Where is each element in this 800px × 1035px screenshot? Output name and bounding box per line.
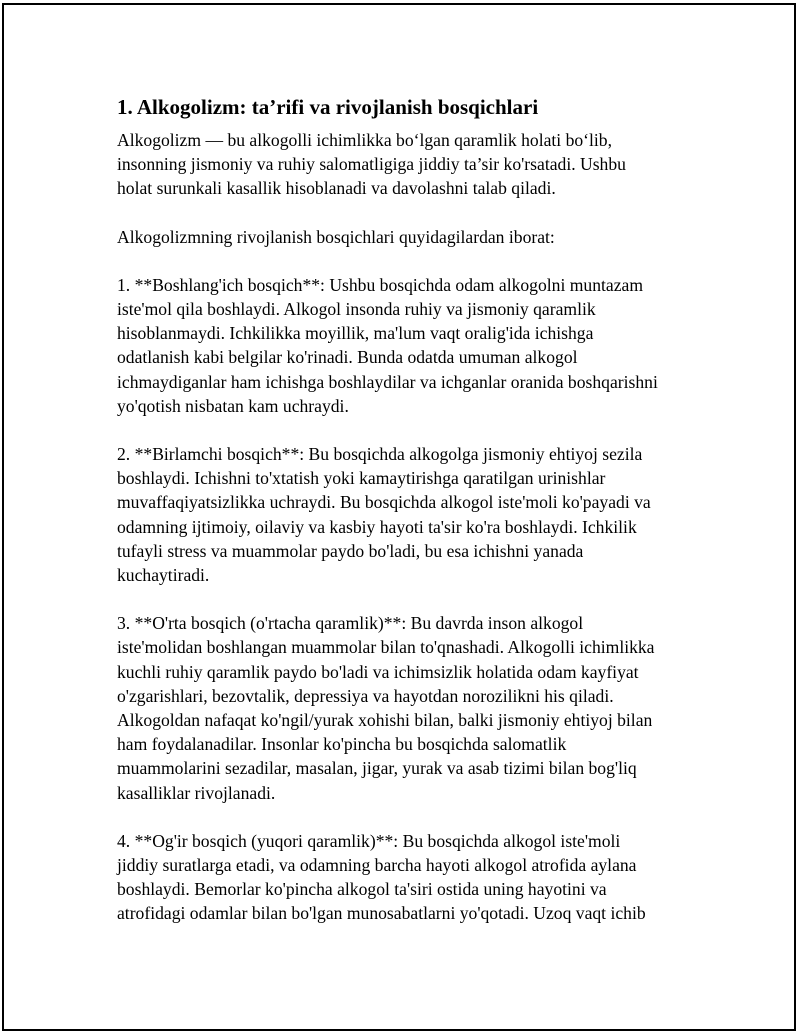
paragraph-intro (117, 128, 717, 201)
text-line: kuchli ruhiy qaramlik paydo bo'ladi va ichimsizlik holatida odam kayfiyat (117, 661, 639, 682)
text-line: Alkogolizm — bu alkogolli ichimlikka bo‘lgan qaramlik holati bo‘lib, (117, 130, 612, 150)
paragraph-stage-1 (117, 273, 717, 418)
text-line: odatlanish kabi belgilar ko'rinadi. Bunda odatda umuman alkogol (117, 347, 578, 368)
paragraph-stages-intro (117, 225, 717, 249)
text-line: ichmaydiganlar ham ichishga boshlaydilar va ichganlar oranida boshqarishni (117, 371, 658, 392)
paragraph-stage-3 (117, 611, 717, 805)
text-line: 1. **Boshlang'ich bosqich**: Ushbu bosqichda odam alkogolni muntazam (117, 274, 644, 295)
document-body (117, 94, 717, 950)
text-line: kasalliklar rivojlanadi. (117, 782, 276, 803)
text-line: Alkogolizmning rivojlanish bosqichlari quyidagilardan iborat: (117, 226, 555, 247)
text-line: atrofidagi odamlar bilan bo'lgan munosabatlarni yo'qotadi. Uzoq vaqt ichib (117, 903, 646, 924)
section-heading: 1. Alkogolizm: ta’rifi va rivojlanish bosqichlari (117, 95, 539, 119)
text-line: Alkogoldan nafaqat ko'ngil/yurak xohishi bilan, balki jismoniy ehtiyoj bilan (117, 710, 653, 731)
text-line: odamning ijtimoiy, oilaviy va kasbiy hayoti ta'sir ko'ra boshlaydi. Ichkilik (117, 516, 637, 537)
text-line: iste'molidan boshlangan muammolar bilan to'qnashadi. Alkogolli ichimlikka (117, 637, 655, 658)
text-line: iste'mol qila boshlaydi. Alkogol insonda ruhiy va jismoniy qaramlik (117, 299, 596, 320)
paragraph-stage-2 (117, 442, 717, 587)
text-line: boshlaydi. Bemorlar ko'pincha alkogol ta'siri ostida uning hayotini va (117, 879, 607, 900)
text-line: o'zgarishlari, bezovtalik, depressiya va hayotdan norozilikni his qiladi. (117, 685, 614, 706)
text-line: yo'qotish nisbatan kam uchraydi. (117, 395, 349, 416)
text-line: 2. **Birlamchi bosqich**: Bu bosqichda alkogolga jismoniy ehtiyoj sezila (117, 444, 643, 465)
text-line: jiddiy suratlarga etadi, va odamning barcha hayoti alkogol atrofida aylana (117, 855, 637, 876)
text-line: holat surunkali kasallik hisoblanadi va davolashni talab qiladi. (117, 178, 556, 199)
paragraph-stage-4 (117, 829, 717, 926)
text-line: ham foydalanadilar. Insonlar ko'pincha bu bosqichda salomatlik (117, 734, 567, 755)
text-line: kuchaytiradi. (117, 565, 210, 586)
text-line: 3. **O'rta bosqich (o'rtacha qaramlik)**: Bu davrda inson alkogol (117, 613, 584, 634)
text-line: muammolarini sezadilar, masalan, jigar, yurak va asab tizimi bilan bog'liq (117, 758, 637, 779)
text-line: insonning jismoniy va ruhiy salomatligiga jiddiy ta’sir ko'rsatadi. Ushbu (117, 154, 626, 175)
text-line: hisoblanmaydi. Ichkilikka moyillik, ma'lum vaqt oralig'ida ichishga (117, 323, 594, 344)
text-line: tufayli stress va muammolar paydo bo'ladi, bu esa ichishni yanada (117, 540, 584, 561)
text-line: muvaffaqiyatsizlikka uchraydi. Bu bosqichda alkogol iste'moli ko'payadi va (117, 492, 651, 513)
text-line: 4. **Og'ir bosqich (yuqori qaramlik)**: Bu bosqichda alkogol iste'moli (117, 830, 621, 851)
text-line: boshlaydi. Ichishni to'xtatish yoki kamaytirishga qaratilgan urinishlar (117, 468, 606, 489)
